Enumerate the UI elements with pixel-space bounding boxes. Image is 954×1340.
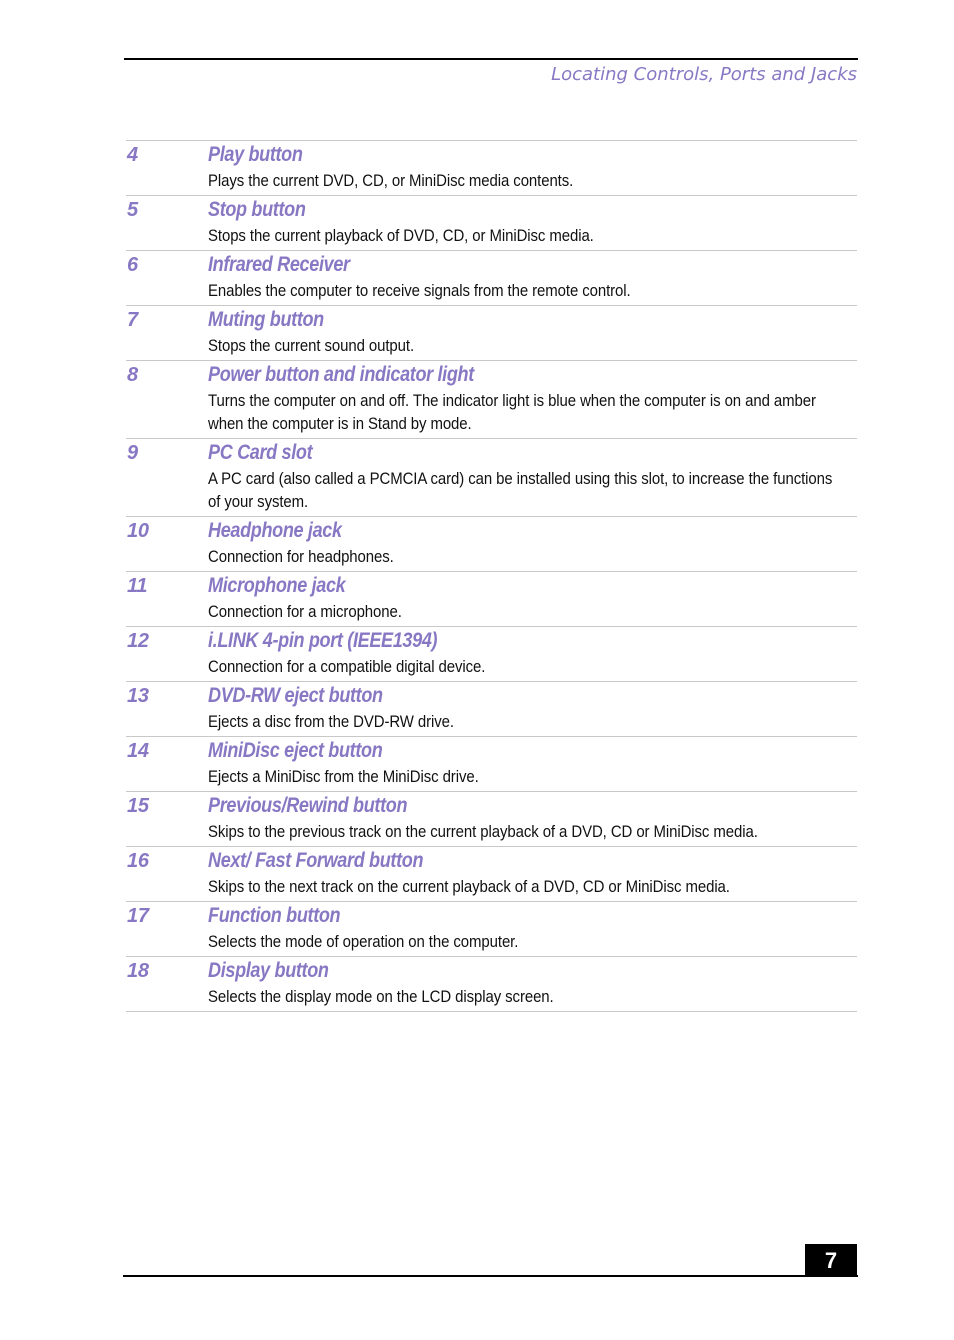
header-rule	[124, 58, 858, 60]
item-number: 18	[127, 960, 149, 982]
item-number: 13	[127, 685, 149, 707]
list-item-headphone-jack	[126, 517, 857, 572]
list-item-display-button	[126, 957, 857, 1012]
item-number: 15	[127, 795, 149, 817]
item-number: 14	[127, 740, 149, 762]
list-item-muting-button	[126, 306, 857, 361]
item-title: Power button and indicator light	[208, 363, 474, 386]
item-description: Enables the computer to receive signals from the remote control.	[208, 281, 631, 300]
footer-rule	[123, 1275, 858, 1277]
list-item-infrared-receiver	[126, 251, 857, 306]
item-description: Turns the computer on and off. The indicator light is blue when the computer is on and amber when the computer is in Stand by mode.	[208, 391, 816, 433]
item-description: Ejects a disc from the DVD-RW drive.	[208, 712, 454, 731]
list-item-stop-button	[126, 196, 857, 251]
item-title: Previous/Rewind button	[208, 794, 408, 817]
list-item-next-fast-forward-button	[126, 847, 857, 902]
item-title: Next/ Fast Forward button	[208, 849, 424, 872]
item-number: 17	[127, 905, 149, 927]
list-item-previous-rewind-button	[126, 792, 857, 847]
list-item-minidisc-eject-button	[126, 737, 857, 792]
item-number: 6	[127, 254, 138, 276]
item-title: Microphone jack	[208, 574, 346, 597]
item-title: Muting button	[208, 308, 324, 331]
item-description: Selects the display mode on the LCD display screen.	[208, 987, 554, 1006]
item-title: PC Card slot	[208, 441, 313, 464]
list-item-play-button	[126, 141, 857, 196]
list-item-dvd-rw-eject-button	[126, 682, 857, 737]
list-item-function-button	[126, 902, 857, 957]
item-number: 10	[127, 520, 149, 542]
item-number: 12	[127, 630, 149, 652]
item-description: Stops the current playback of DVD, CD, or MiniDisc media.	[208, 226, 594, 245]
item-title: Headphone jack	[208, 519, 342, 542]
item-title: Stop button	[208, 198, 306, 221]
item-number: 4	[127, 144, 138, 166]
controls-list	[126, 140, 857, 1012]
running-header: Locating Controls, Ports and Jacks	[551, 64, 857, 85]
item-description: Stops the current sound output.	[208, 336, 415, 355]
item-description: Skips to the previous track on the current playback of a DVD, CD or MiniDisc media.	[208, 822, 758, 841]
item-title: Play button	[208, 143, 303, 166]
item-number: 8	[127, 364, 138, 386]
item-description: Connection for a microphone.	[208, 602, 402, 621]
item-number: 7	[127, 309, 138, 331]
item-title: MiniDisc eject button	[208, 739, 383, 762]
item-description: Ejects a MiniDisc from the MiniDisc drive.	[208, 767, 479, 786]
item-description: Selects the mode of operation on the computer.	[208, 932, 519, 951]
item-description: A PC card (also called a PCMCIA card) can be installed using this slot, to increase the functions of your system.	[208, 469, 833, 511]
item-description: Plays the current DVD, CD, or MiniDisc media contents.	[208, 171, 574, 190]
item-number: 5	[127, 199, 138, 221]
list-item-microphone-jack	[126, 572, 857, 627]
item-number: 16	[127, 850, 149, 872]
list-item-pc-card-slot	[126, 439, 857, 517]
item-description: Connection for headphones.	[208, 547, 394, 566]
page-number: 7	[805, 1244, 857, 1277]
item-title: DVD-RW eject button	[208, 684, 383, 707]
item-number: 9	[127, 442, 138, 464]
item-title: Display button	[208, 959, 329, 982]
list-item-power-button	[126, 361, 857, 439]
item-description: Skips to the next track on the current playback of a DVD, CD or MiniDisc media.	[208, 877, 730, 896]
list-item-ilink-port	[126, 627, 857, 682]
item-number: 11	[127, 575, 148, 597]
item-title: i.LINK 4-pin port (IEEE1394)	[208, 629, 438, 652]
item-description: Connection for a compatible digital device.	[208, 657, 486, 676]
item-title: Infrared Receiver	[208, 253, 350, 276]
item-title: Function button	[208, 904, 341, 927]
